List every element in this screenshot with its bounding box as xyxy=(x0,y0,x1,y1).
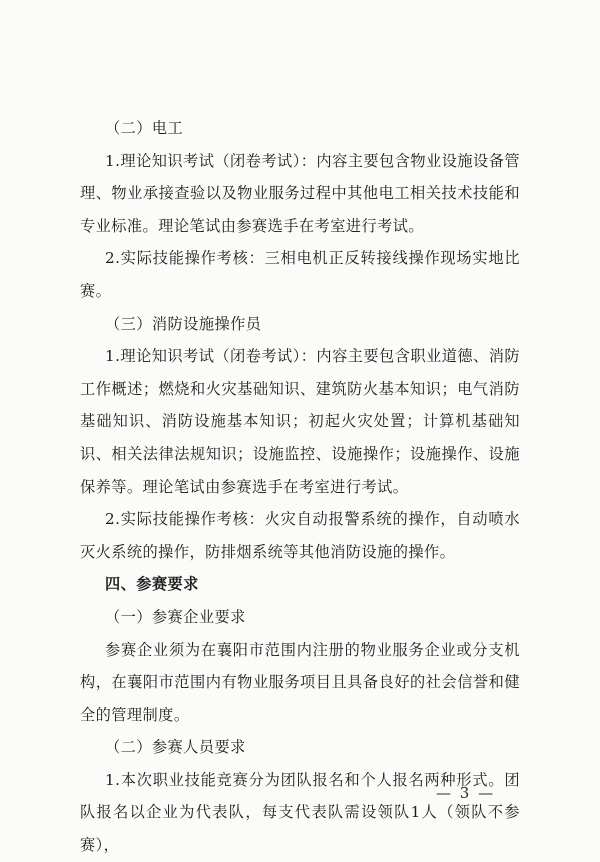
paragraph-fire-practical: 2.实际技能操作考核：火灾自动报警系统的操作，自动喷水灭火系统的操作，防排烟系统等其他消防设施的操作。 xyxy=(80,510,520,561)
page-number: — 3 — xyxy=(436,784,496,802)
paragraph-electrician-practical: 2.实际技能操作考核：三相电机正反转接线操作现场实地比赛。 xyxy=(80,249,520,300)
paragraph-enterprise-requirements: 参赛企业须为在襄阳市范围内注册的物业服务企业或分支机构，在襄阳市范围内有物业服务项目且具备良好的社会信誉和健全的管理制度。 xyxy=(80,640,520,724)
paragraph-personnel-requirements: 1.本次职业技能竞赛分为团队报名和个人报名两种形式。团队报名以企业为代表队，每支代表队需设领队1人（领队不参赛）， xyxy=(80,770,520,855)
section-heading-electrician: （二）电工 xyxy=(105,119,184,137)
paragraph-electrician-theory: 1.理论知识考试（闭卷考试）：内容主要包含物业设施设备管理、物业承接查验以及物业服务过程中其他电工相关技术技能和专业标准。理论笔试由参赛选手在考室进行考试。 xyxy=(80,151,520,235)
section-heading-requirements: 四、参赛要求 xyxy=(105,575,199,594)
document-body xyxy=(80,112,520,862)
section-heading-fire-operator: （三）消防设施操作员 xyxy=(105,314,262,333)
paragraph-fire-theory: 1.理论知识考试（闭卷考试）：内容主要包含职业道德、消防工作概述；燃烧和火灾基础知识、建筑防火基本知识；电气消防基础知识、消防设施基本知识；初起火灾处置；计算机基础知识、相关法律法规知识；设施监控、设施操作；设施操作、设施保养等。理论笔试由参赛选手在考室进行考试。 xyxy=(80,347,520,496)
subsection-heading-enterprise: （一）参赛企业要求 xyxy=(105,607,246,626)
subsection-heading-personnel: （二）参赛人员要求 xyxy=(105,738,246,757)
